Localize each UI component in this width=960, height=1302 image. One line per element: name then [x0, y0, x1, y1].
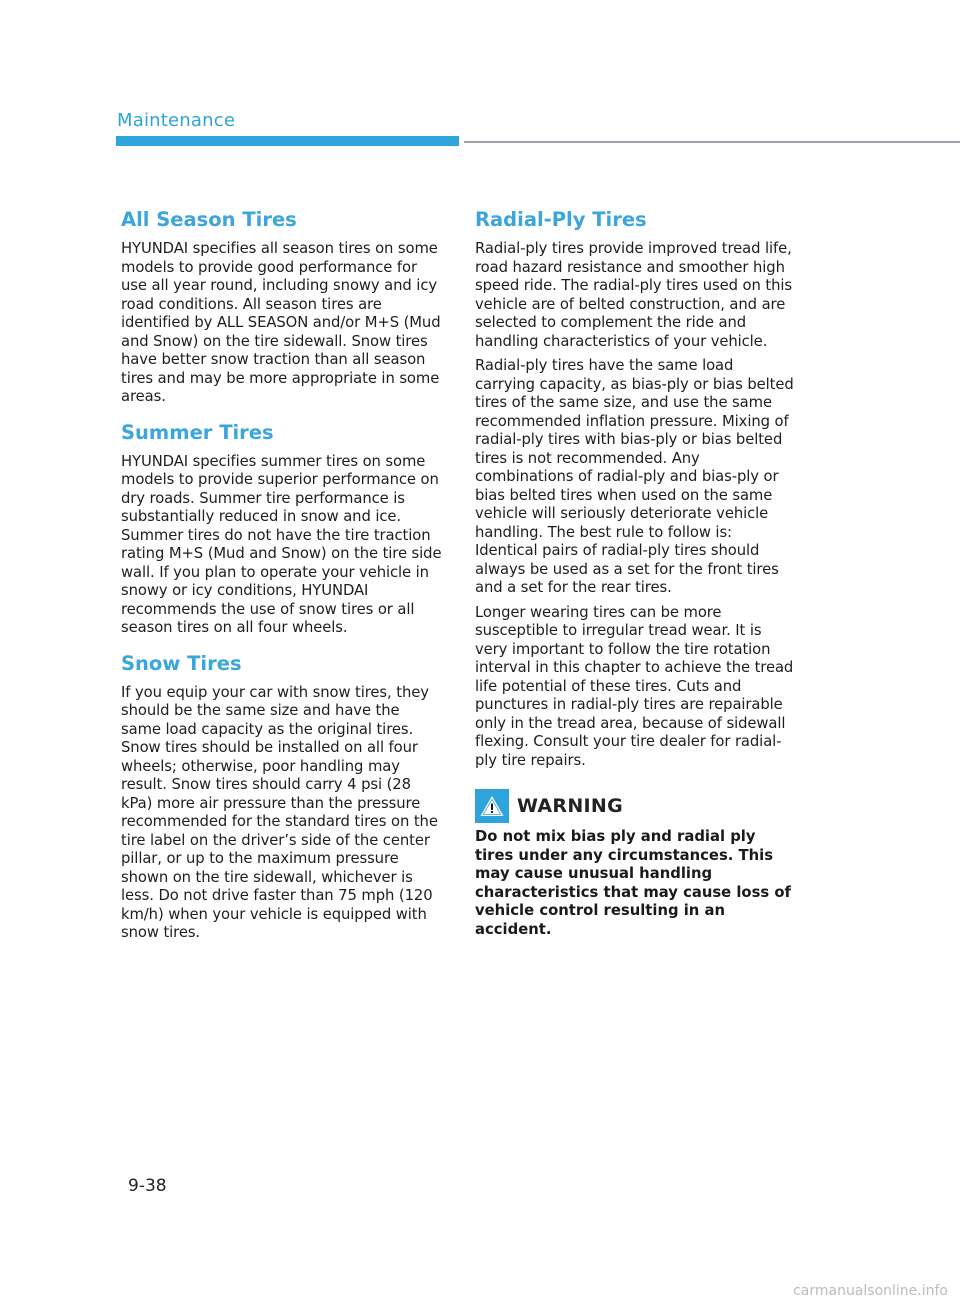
- snow-tires-paragraph: If you equip your car with snow tires, they should be the same size and have the same load capacity as the original tires. Snow tires should be installed on all four wheels; otherwise, poor handling may result. Snow tires should carry 4 psi (28 kPa) more air pressure than the pressure recommended for the standard tires on the tire label on the driver’s side of the center pillar, or up to the maximum pressure shown on the tire sidewall, whichever is less. Do not drive faster than 75 mph (120 km/h) when your vehicle is equipped with snow tires.: [121, 683, 438, 941]
- warning-triangle-glyph: [479, 794, 505, 818]
- radial-ply-paragraph-1: Radial-ply tires provide improved tread life, road hazard resistance and smoother high speed ride. The radial-ply tires used on this vehicle are of belted construction, and are selected to complement the ride and handling characteristics of your vehicle.: [475, 240, 792, 350]
- warning-text: Do not mix bias ply and radial ply tires under any circumstances. This may cause unusual handling characteristics that may cause loss of vehicle control resulting in an accident.: [475, 828, 791, 938]
- radial-ply-paragraph-2: Radial-ply tires have the same load carrying capacity, as bias-ply or bias belted tires of the same size, and use the same recommended inflation pressure. Mixing of radial-ply tires with bias-ply or bias belted tires is not recommended. Any combinations of radial-ply and bias-ply or bias belted tires when used on the same vehicle will seriously deteriorate vehicle handling. The best rule to follow is: Identical pairs of radial-ply tires should always be used as a set for the front tires and a set for the rear tires.: [475, 357, 794, 596]
- all-season-tires-paragraph: HYUNDAI specifies all season tires on some models to provide good performance for use all year round, including snowy and icy road conditions. All season tires are identified by ALL SEASON and/or M+S (Mud and Snow) on the tire sidewall. Snow tires have better snow traction than all season tires and may be more appropriate in some areas.: [121, 240, 441, 405]
- watermark-text: carmanualsonline.info: [793, 1283, 948, 1299]
- all-season-tires-heading: All Season Tires: [121, 208, 297, 231]
- right-column: [475, 206, 797, 939]
- left-column: [121, 206, 443, 949]
- page-section-title: Maintenance: [117, 110, 236, 131]
- snow-tires-heading: Snow Tires: [121, 651, 242, 675]
- radial-ply-tires-heading: Radial-Ply Tires: [475, 208, 647, 231]
- summer-tires-heading: Summer Tires: [121, 420, 274, 444]
- warning-header: [475, 788, 797, 824]
- page-number: 9-38: [128, 1176, 167, 1196]
- summer-tires-paragraph: HYUNDAI specifies summer tires on some models to provide superior performance on dry roads. Summer tire performance is substantially reduced in snow and ice. Summer tires do not have the tire traction rating M+S (Mud and Snow) on the tire side wall. If you plan to operate your vehicle in snowy or icy conditions, HYUNDAI recommends the use of snow tires or all season tires on all four wheels.: [121, 452, 442, 636]
- warning-box: [475, 788, 797, 939]
- warning-triangle-icon: [475, 789, 509, 823]
- header-accent-bar: [116, 136, 459, 146]
- header-divider-line: [464, 141, 960, 143]
- radial-ply-paragraph-3: Longer wearing tires can be more susceptible to irregular tread wear. It is very important to follow the tire rotation interval in this chapter to achieve the tread life potential of these tires. Cuts and punctures in radial-ply tires are repairable only in the tread area, because of sidewall flexing. Consult your tire dealer for radial-ply tire repairs.: [475, 603, 794, 769]
- warning-label: WARNING: [517, 795, 624, 817]
